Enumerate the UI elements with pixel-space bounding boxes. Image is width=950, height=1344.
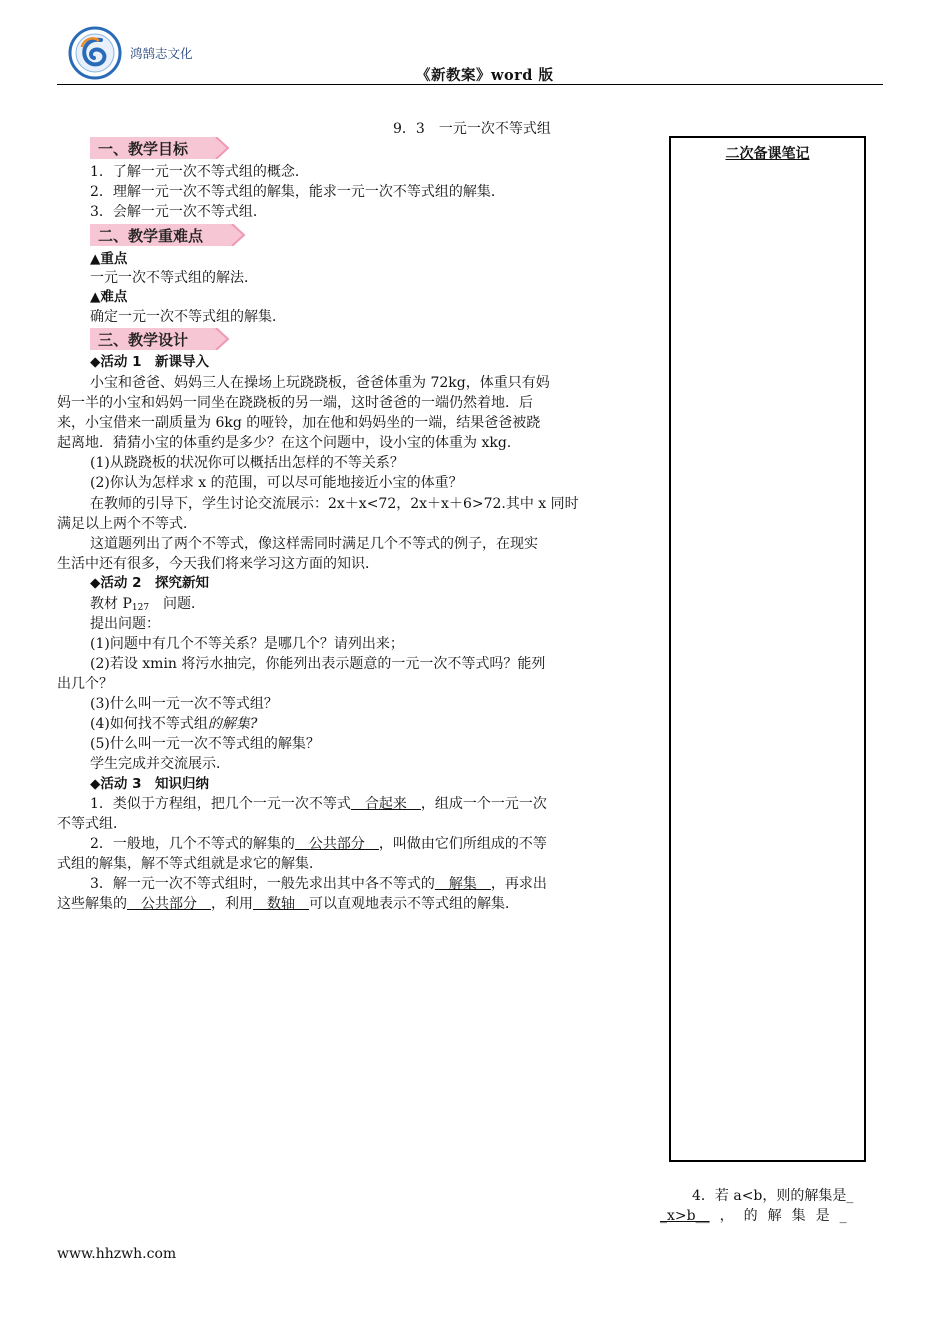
question-text: (4)如何找不等式组 (90, 716, 208, 732)
answer-blank: 数轴 (253, 896, 309, 912)
summary-text: 2．一般地，几个不等式的解集的 (90, 836, 295, 852)
answer-blank: 合起来 (350, 796, 421, 812)
footer-url[interactable]: www.hhzwh.com (57, 1246, 177, 1262)
textbook-suffix: 问题． (149, 596, 206, 612)
summary-text: ，组成一个一元一次 (420, 796, 547, 812)
summary-text: ，利用 (211, 896, 253, 912)
section-title: 一、教学目标 (98, 140, 189, 158)
header-title: 《新教案》word 版 (416, 67, 554, 84)
question-line: (2)你认为怎样求 x 的范围，可以尽可能地接近小宝的体重？ (90, 475, 463, 491)
summary-line (57, 894, 519, 914)
section-banner-design (90, 328, 230, 350)
paragraph-line: 来，小宝借来一副质量为 6kg 的哑铃，加在他和妈妈坐的一端，结果爸爸被跷 (57, 415, 541, 431)
paragraph-line: 小宝和爸爸、妈妈三人在操场上玩跷跷板，爸爸体重为 72kg，体重只有妈 (90, 375, 550, 391)
section-title: 二、教学重难点 (98, 227, 204, 245)
question-line: (5)什么叫一元一次不等式组的解集？ (90, 736, 320, 752)
question-line: 出几个？ (57, 676, 113, 692)
summary-text: 这些解集的 (57, 896, 127, 912)
paragraph-line: 妈一半的小宝和妈妈一同坐在跷跷板的另一端，这时爸爸的一端仍然着地．后 (57, 395, 533, 411)
difficulty-label: ▲难点 (90, 289, 128, 305)
answer-blank: 公共部分 (294, 836, 379, 852)
question-text-italic: 的解集? (207, 716, 258, 732)
goal-item: 2．理解一元一次不等式组的解集，能求一元一次不等式组的解集． (90, 184, 505, 200)
paragraph-line: 生活中还有很多，今天我们将来学习这方面的知识． (57, 556, 379, 572)
question-line: (1)问题中有几个不等关系？是哪几个？请列出来； (90, 636, 404, 652)
question-line: (2)若设 xmin 将污水抽完，你能列出表示题意的一元一次不等式吗？能列 (90, 656, 546, 672)
brand-logo (68, 26, 122, 80)
summary-text: ，叫做由它们所组成的不等 (378, 836, 547, 852)
section-banner-key-points (90, 224, 245, 246)
summary-text: 1．类似于方程组，把几个一元一次不等式 (90, 796, 351, 812)
summary-text: 可以直观地表示不等式组的解集． (309, 896, 519, 912)
paragraph-line: 满足以上两个不等式． (57, 516, 197, 532)
paragraph-line: 提出问题： (90, 616, 160, 632)
question-line: (1)从跷跷板的状况你可以概括出怎样的不等关系？ (90, 455, 404, 471)
summary-text: 3．解一元一次不等式组时，一般先求出其中各不等式的 (90, 876, 435, 892)
difficulty-text: 确定一元一次不等式组的解集． (90, 309, 286, 325)
summary-line: 式组的解集，解不等式组就是求它的解集． (57, 856, 323, 872)
activity-title: ◆活动 2 探究新知 (90, 575, 209, 591)
goal-item: 3．会解一元一次不等式组． (90, 204, 267, 220)
goal-item: 1．了解一元一次不等式组的概念． (90, 164, 309, 180)
summary-line (90, 794, 547, 814)
paragraph-line: 在教师的引导下，学生讨论交流展示：2x＋x<72，2x＋x＋6>72.其中 x 同时 (90, 496, 579, 512)
brand-name: 鸿鹄志文化 (130, 46, 193, 61)
summary-text: ，再求出 (490, 876, 547, 892)
notes-title: 二次备课笔记 (725, 146, 810, 162)
activity-title: ◆活动 1 新课导入 (90, 354, 209, 370)
summary-line (90, 834, 547, 854)
textbook-page: 127 (131, 603, 150, 613)
answer-blank: 公共部分 (127, 896, 211, 912)
question-line: (3)什么叫一元一次不等式组？ (90, 696, 278, 712)
activity-title: ◆活动 3 知识归纳 (90, 776, 209, 792)
paragraph-line: 起离地．猜猜小宝的体重约是多少？在这个问题中，设小宝的体重为 xkg. (57, 435, 512, 451)
side-exercise-line (660, 1206, 857, 1226)
key-label: ▲重点 (90, 251, 128, 267)
section-banner-goals (90, 137, 230, 159)
lesson-title: 9．3 一元一次不等式组 (393, 121, 551, 137)
summary-line (90, 874, 547, 894)
textbook-prefix: 教材 P (90, 596, 132, 612)
section-title: 三、教学设计 (98, 331, 189, 349)
answer-blank: _x>b__ (660, 1208, 710, 1224)
answer-blank: 解集 (434, 876, 491, 892)
side-exercise-text: ，的解集是_ (719, 1208, 857, 1224)
key-text: 一元一次不等式组的解法． (90, 270, 258, 286)
side-exercise-line: 4．若 a<b，则的解集是_ (692, 1188, 854, 1204)
question-line (90, 714, 257, 734)
paragraph-line: 这道题列出了两个不等式，像这样需同时满足几个不等式的例子，在现实 (90, 536, 538, 552)
paragraph-line: 学生完成并交流展示． (90, 756, 230, 772)
notes-panel (669, 136, 866, 1162)
header-divider (57, 84, 883, 85)
summary-line: 不等式组． (57, 816, 127, 832)
